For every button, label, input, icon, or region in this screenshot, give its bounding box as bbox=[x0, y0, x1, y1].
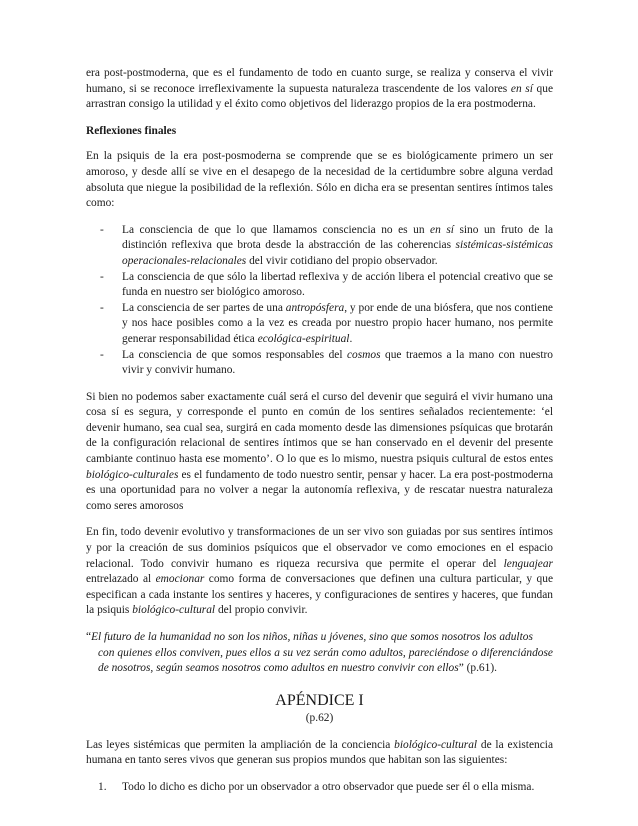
list-item: - La consciencia de que lo que llamamos consciencia no es un en sí sino un fruto de la distinción reflexiva que brota desde la abstracción de las coherencias sistémicas-sistémicas operacionales-relacionales del vivir cotidiano del propio observador. bbox=[100, 223, 554, 267]
list-item: - La consciencia de que sólo la libertad reflexiva y de acción libera el potencial creativo que se funda en nuestro ser biológico amoroso. bbox=[100, 270, 553, 299]
block-quote: “El futuro de la humanidad no son los niños, niñas u jóvenes, sino que somos nosotros los adultos con quienes ellos conviven, pues ellos a su vez serán como adultos, pareciéndose o diferenciándose de nosotros, según seamos nosotros como adultos en nuestro convivir con ellos” (p.61). bbox=[86, 631, 553, 675]
appendix-page-ref: (p.62) bbox=[305, 711, 334, 724]
paragraph-evolutivo: En fin, todo devenir evolutivo y transformaciones de un ser vivo son guiadas por sus sentires íntimos y por la creación de sus dominios psíquicos que el observador ve como emociones en el espacio relacional. Todo convivir humano es riqueza recursiva que permite el operar del lenguajear entrelazado al emocionar como forma de conversaciones que definen una cultura particular, y que especifican a cada instante los sentires y haceres, y configuraciones de sentires y haceres, que fundan la psiquis biológico-cultural del propio convivir. bbox=[86, 526, 553, 617]
paragraph-devenir: Si bien no podemos saber exactamente cuál será el curso del devenir que seguirá el vivir humano una cosa sí es segura, y corresponde el punto en común de los sentires señalados recientemente: ‘el devenir humano, sea cual sea, surgirá en cada momento desde las dimensiones psíquicas que brotarán de la configuración relacional de sentires íntimos que se han conservado en el devenir del presente cambiante continuo hasta ese momento’. O lo que es lo mismo, nuestra psiquis cultural de estos entes biológico-culturales es el fundamento de todo nuestro sentir, pensar y hacer. La era post-postmoderna es una oportunidad para no volver a negar la autonomía reflexiva, y de rescatar nuestra naturaleza como seres amorosos bbox=[86, 390, 553, 512]
paragraph-intro: era post-postmoderna, que es el fundamento de todo en cuanto surge, se realiza y conserva el vivir humano, si se reconoce irreflexivamente la supuesta naturaleza trascendente de los valores en sí que arrastran consigo la utilidad y el éxito como objetivos del liderazgo propios de la era postmoderna. bbox=[86, 67, 554, 111]
appendix-title: APÉNDICE I bbox=[275, 691, 364, 709]
paragraph-psiquis: En la psiquis de la era post-posmoderna se comprende que se es biológicamente primero un ser amoroso, y desde allí se vive en el desapego de la necesidad de la certidumbre sobre alguna verdad absoluta que niegue la posibilidad de la reflexión. Sólo en dicha era se presentan sentires íntimos tales como: bbox=[86, 150, 553, 210]
document-page bbox=[86, 66, 553, 796]
paragraph-leyes: Las leyes sistémicas que permiten la ampliación de la conciencia biológico-cultural de la existencia humana en tanto seres vivos que generan sus propios mundos que habitan son las siguientes: bbox=[86, 738, 553, 767]
numbered-list bbox=[86, 780, 553, 796]
bullet-list bbox=[86, 223, 553, 379]
list-item: 1. Todo lo dicho es dicho por un observador a otro observador que puede ser él o ella misma. bbox=[98, 780, 535, 793]
list-item: - La consciencia de ser partes de una antropósfera, y por ende de una biósfera, que nos contiene y nos hace posibles como a la vez es creada por nuestro propio hacer humano, nos permite generar responsabilidad ética ecológica-espiritual. bbox=[100, 301, 553, 345]
section-heading: Reflexiones finales bbox=[86, 124, 177, 137]
list-item: - La consciencia de que somos responsables del cosmos que traemos a la mano con nuestro vivir y convivir humano. bbox=[100, 348, 553, 377]
